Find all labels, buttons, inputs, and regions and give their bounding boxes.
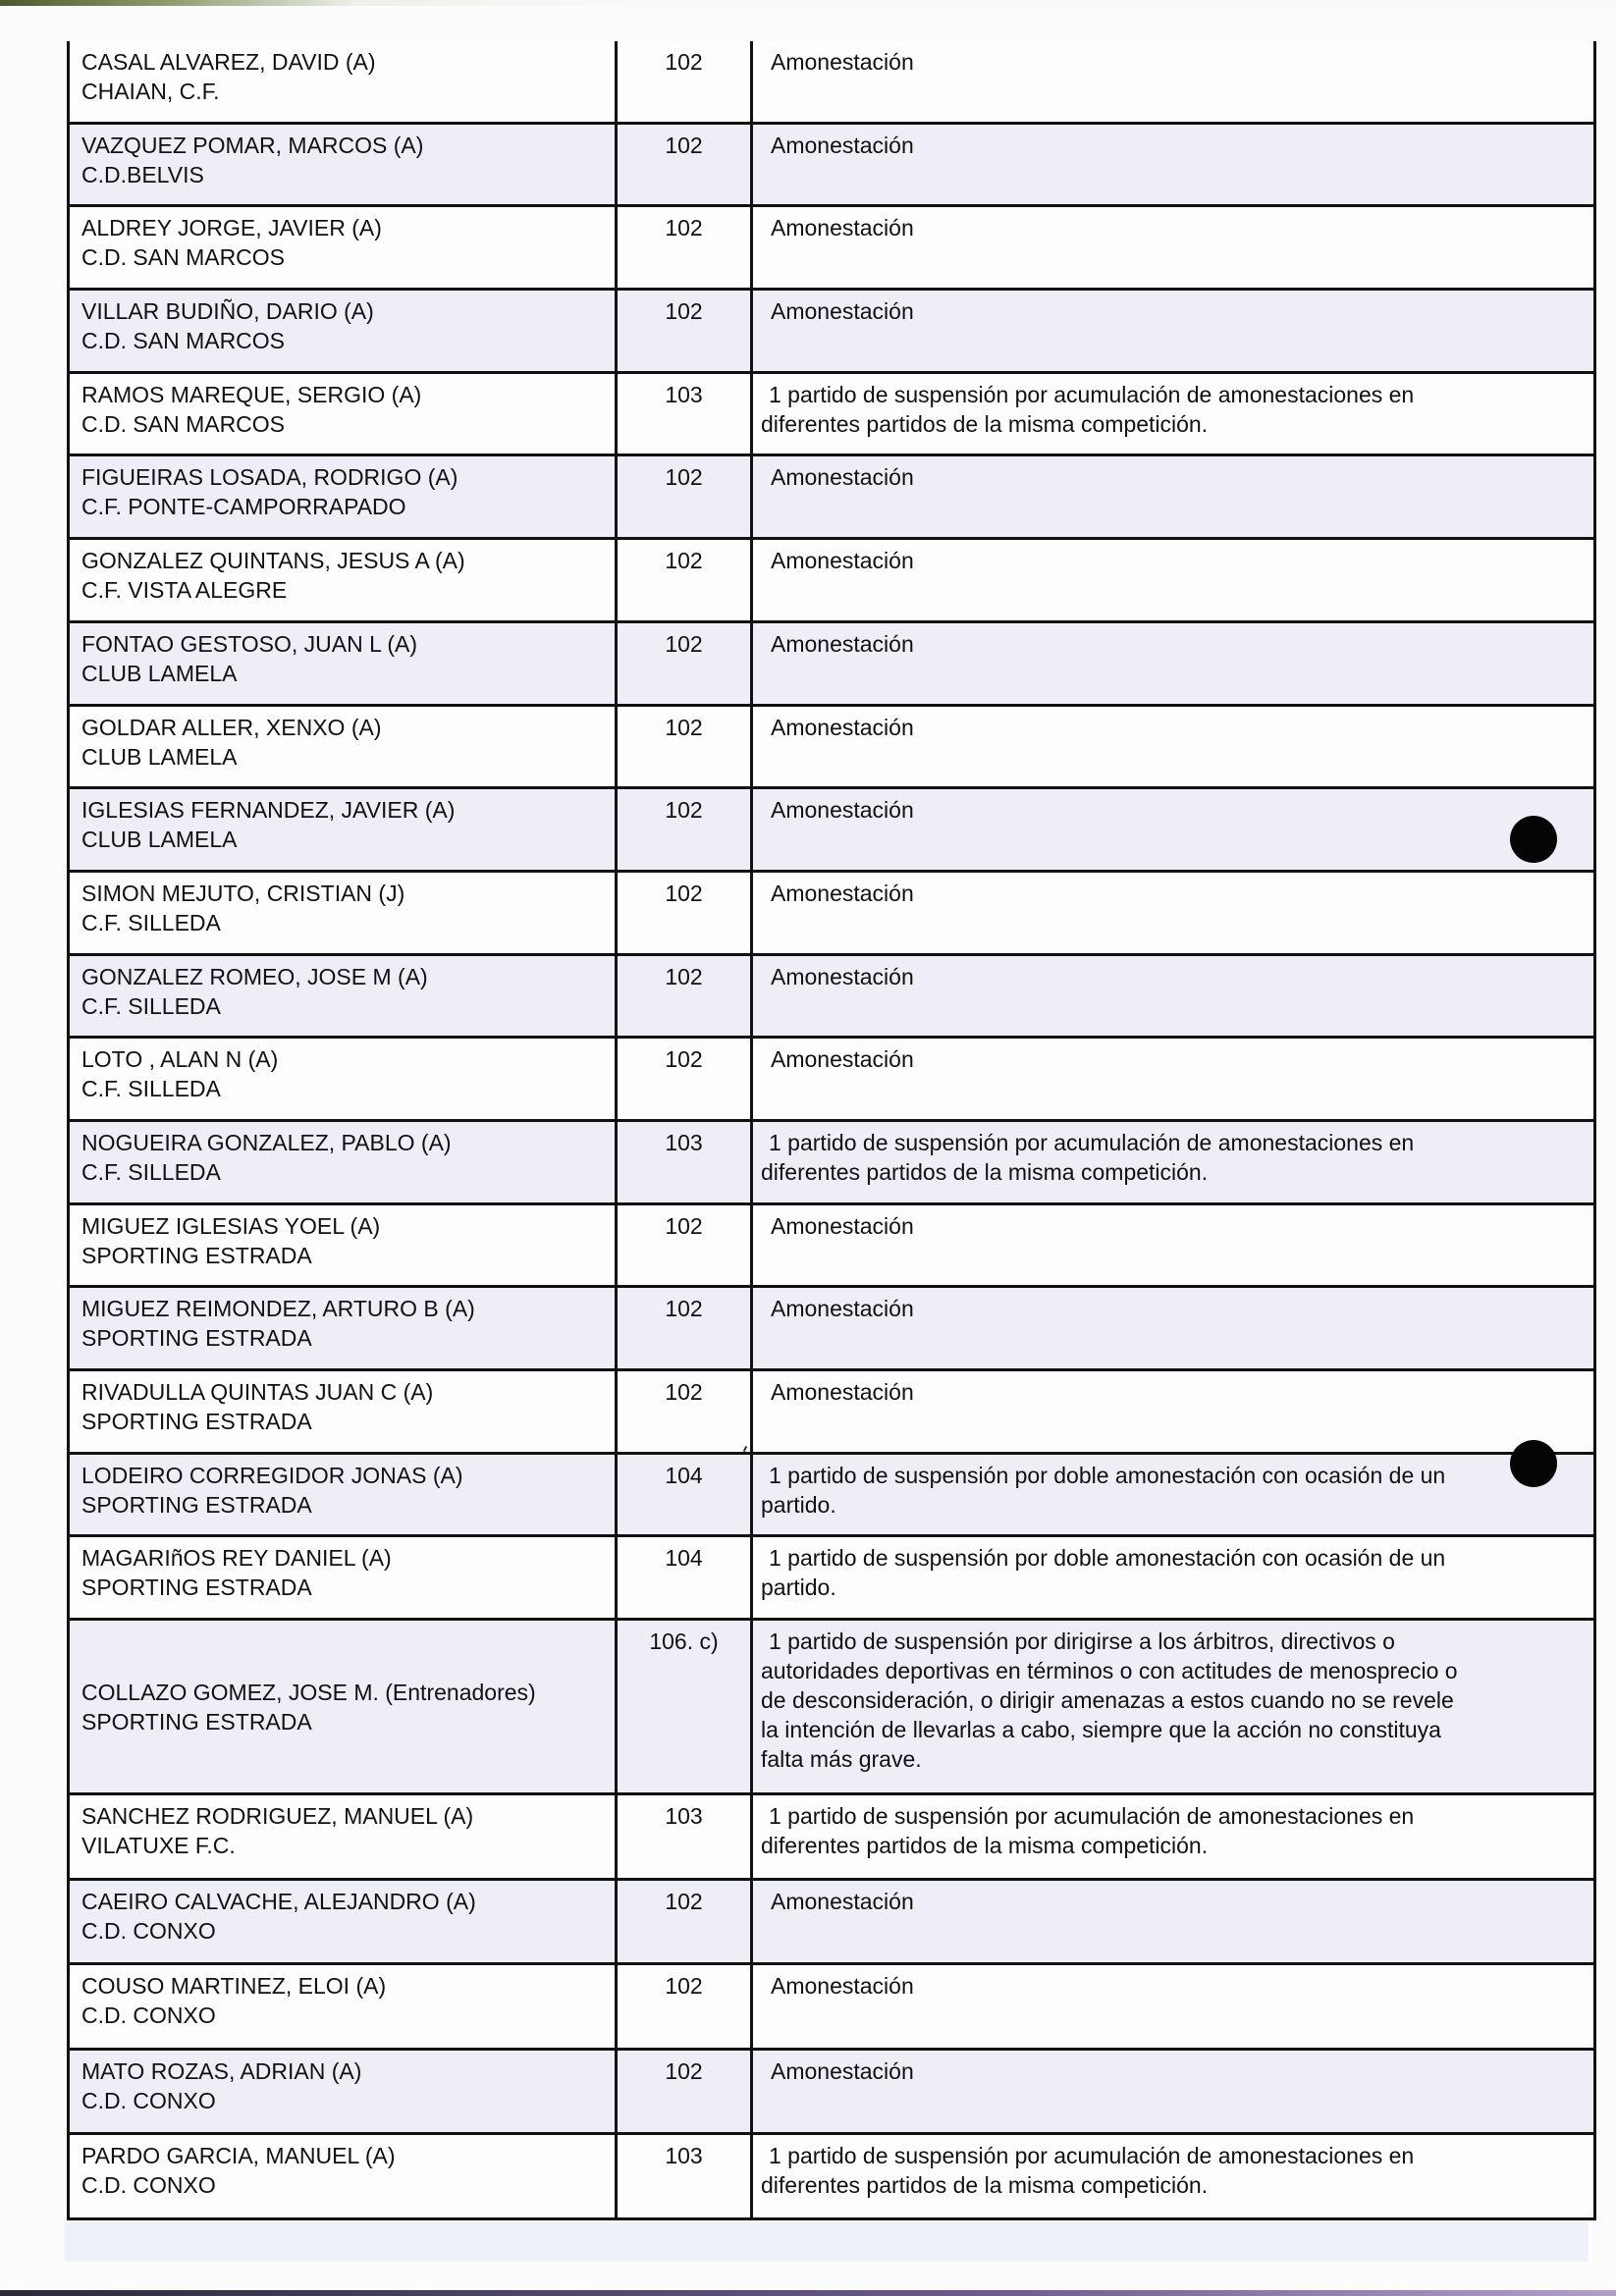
player-club-cell [70, 456, 618, 537]
sanction-line: diferentes partidos de la misma competición. [761, 1158, 1209, 1185]
article-number: 103 [618, 374, 753, 454]
sanction-text: Amonestación [771, 1379, 914, 1405]
sanction-text: Amonestación [771, 298, 914, 325]
player-name: LOTO , ALAN N (A) [81, 1046, 279, 1073]
player-club-cell [70, 291, 618, 371]
sanction-text: Amonestación [771, 215, 914, 241]
article-number: 102 [618, 1965, 753, 2048]
player-club-cell [70, 1371, 618, 1452]
table-row [70, 1288, 1593, 1371]
sanction-text: Amonestación [771, 797, 914, 824]
player-name: RIVADULLA QUINTAS JUAN C (A) [81, 1379, 434, 1405]
sanction-text [753, 1122, 1593, 1202]
player-name: GONZALEZ QUINTANS, JESUS A (A) [81, 548, 465, 574]
sanction-line: 1 partido de suspensión por acumulación de amonestaciones en [769, 381, 1415, 407]
player-name: GONZALEZ ROMEO, JOSE M (A) [81, 963, 428, 989]
player-club-cell [70, 956, 618, 1037]
table-row [70, 1455, 1593, 1538]
club-name: CLUB LAMELA [81, 743, 238, 770]
sanction-line: 1 partido de suspensión por acumulación de amonestaciones en [769, 2143, 1415, 2169]
sanction-line: partido. [761, 1491, 836, 1518]
article-number: 102 [618, 623, 753, 704]
player-club-cell [70, 1537, 618, 1618]
club-name: CLUB LAMELA [81, 827, 238, 853]
table-row [70, 456, 1593, 540]
player-club-cell [70, 374, 618, 454]
player-name: MIGUEZ IGLESIAS YOEL (A) [81, 1212, 381, 1239]
club-name: SPORTING ESTRADA [81, 1242, 312, 1268]
punch-hole-mark [1510, 1440, 1557, 1487]
table-row [70, 1122, 1593, 1205]
sanction-line: 1 partido de suspensión por dirigirse a los árbitros, directivos o [769, 1629, 1395, 1655]
sanction-text: Amonestación [771, 132, 914, 158]
player-club-cell [70, 1881, 618, 1963]
sanction-text: Amonestación [771, 1973, 914, 2000]
player-name: NOGUEIRA GONZALEZ, PABLO (A) [81, 1129, 452, 1155]
player-name: PARDO GARCIA, MANUEL (A) [81, 2143, 396, 2169]
player-club-cell [70, 1965, 618, 2048]
player-club-cell [70, 707, 618, 787]
sanction-line: 1 partido de suspensión por acumulación de amonestaciones en [769, 1129, 1415, 1155]
article-number: 102 [618, 789, 753, 870]
sanction-text: Amonestación [771, 963, 914, 989]
table-row [70, 374, 1593, 457]
sanction-text [753, 1537, 1593, 1618]
sanction-text: Amonestación [771, 49, 914, 75]
table-row [70, 1795, 1593, 1881]
player-club-cell [70, 2051, 618, 2133]
club-name: SPORTING ESTRADA [81, 1409, 312, 1434]
sanction-line: falta más grave. [761, 1746, 922, 1773]
club-name: VILATUXE F.C. [81, 1833, 236, 1859]
sanction-text: Amonestación [771, 464, 914, 491]
player-club-cell [70, 1288, 618, 1368]
table-row [70, 207, 1593, 291]
club-name: SPORTING ESTRADA [81, 1708, 312, 1735]
sanction-text: Amonestación [771, 880, 914, 906]
player-club-cell [70, 873, 618, 953]
scan-edge-top [0, 0, 1616, 6]
table-row [70, 873, 1593, 956]
article-number: 103 [618, 1122, 753, 1202]
table-row [70, 789, 1593, 873]
player-name: MAGARIñOS REY DANIEL (A) [81, 1545, 392, 1572]
punch-hole-mark [1510, 816, 1557, 863]
table-row [70, 707, 1593, 790]
table-row [70, 623, 1593, 707]
player-name: MIGUEZ REIMONDEZ, ARTURO B (A) [81, 1296, 475, 1322]
player-club-cell [70, 1039, 618, 1119]
article-number: 104 [618, 1537, 753, 1618]
table-row [70, 1039, 1593, 1122]
article-number: 102 [618, 41, 753, 122]
player-club-cell [70, 1795, 618, 1878]
club-name: CLUB LAMELA [81, 660, 238, 686]
sanction-line: 1 partido de suspensión por acumulación de amonestaciones en [769, 1803, 1415, 1830]
sanction-text [753, 2135, 1593, 2217]
player-name: COUSO MARTINEZ, ELOI (A) [81, 1973, 387, 2000]
sanction-line: diferentes partidos de la misma competición. [761, 1833, 1209, 1859]
sanction-line: autoridades deportivas en términos o con actitudes de menosprecio o [761, 1658, 1458, 1684]
club-name: C.D. CONXO [81, 1917, 216, 1944]
table-row [70, 1537, 1593, 1621]
club-name: C.F. SILLEDA [81, 1076, 221, 1102]
article-number: 102 [618, 1205, 753, 1286]
table-row [70, 2051, 1593, 2136]
sanction-text [753, 374, 1593, 454]
player-club-cell [70, 789, 618, 870]
table-row [70, 41, 1593, 125]
player-name: VAZQUEZ POMAR, MARCOS (A) [81, 132, 424, 158]
club-name: SPORTING ESTRADA [81, 1491, 312, 1518]
table-row [70, 1205, 1593, 1289]
club-name: C.D. SAN MARCOS [81, 328, 286, 354]
club-name: C.D.BELVIS [81, 161, 204, 187]
club-name: C.F. SILLEDA [81, 1158, 221, 1185]
player-club-cell [70, 41, 618, 122]
table-row [70, 1621, 1593, 1795]
table-row [70, 2135, 1593, 2220]
player-name: IGLESIAS FERNANDEZ, JAVIER (A) [81, 797, 456, 824]
player-club-cell [70, 125, 618, 205]
player-club-cell [70, 1455, 618, 1535]
sanction-text [753, 1455, 1593, 1535]
sanctions-table [67, 41, 1596, 2220]
article-number: 103 [618, 2135, 753, 2217]
article-number: 102 [618, 956, 753, 1037]
scan-edge-bottom [0, 2290, 1616, 2296]
club-name: C.F. VISTA ALEGRE [81, 577, 288, 604]
player-club-cell [70, 207, 618, 288]
player-name: VILLAR BUDIÑO, DARIO (A) [81, 298, 374, 325]
article-number: 102 [618, 125, 753, 205]
player-name: GOLDAR ALLER, XENXO (A) [81, 714, 382, 740]
article-number: 102 [618, 291, 753, 371]
sanction-line: 1 partido de suspensión por doble amonestación con ocasión de un [769, 1462, 1446, 1488]
sanction-text: Amonestación [771, 714, 914, 740]
sanction-line: la intención de llevarlas a cabo, siempre que la acción no constituya [761, 1717, 1441, 1743]
club-name: C.D. CONXO [81, 2172, 216, 2199]
sanction-text: Amonestación [771, 630, 914, 657]
player-name: CASAL ALVAREZ, DAVID (A) [81, 49, 376, 75]
club-name: C.D. SAN MARCOS [81, 410, 286, 437]
table-row [70, 1371, 1593, 1455]
sanction-text: Amonestación [771, 1212, 914, 1239]
table-row [70, 291, 1593, 374]
sanction-text: Amonestación [771, 2057, 914, 2084]
player-name: ALDREY JORGE, JAVIER (A) [81, 215, 382, 241]
article-number: 102 [618, 873, 753, 953]
player-club-cell [70, 1122, 618, 1202]
sanction-text: Amonestación [771, 548, 914, 574]
sanction-line: de desconsideración, o dirigir amenazas a estos cuando no se revele [761, 1687, 1454, 1714]
player-club-cell [70, 1621, 618, 1792]
table-row [70, 956, 1593, 1040]
article-number: 106. c) [618, 1621, 753, 1792]
article-number: 102 [618, 1881, 753, 1963]
sanction-line: partido. [761, 1575, 836, 1601]
player-name: SIMON MEJUTO, CRISTIAN (J) [81, 880, 405, 906]
club-name: C.F. SILLEDA [81, 909, 221, 935]
table-row [70, 540, 1593, 623]
player-name: LODEIRO CORREGIDOR JONAS (A) [81, 1462, 463, 1488]
article-number: 103 [618, 1795, 753, 1878]
table-row [70, 125, 1593, 208]
table-row [70, 1965, 1593, 2051]
player-name: MATO ROZAS, ADRIAN (A) [81, 2057, 362, 2084]
player-club-cell [70, 2135, 618, 2217]
player-name: FONTAO GESTOSO, JUAN L (A) [81, 630, 418, 657]
table-row [70, 1881, 1593, 1966]
article-number: 104 [618, 1455, 753, 1535]
player-club-cell [70, 1205, 618, 1286]
article-number: 102 [618, 456, 753, 537]
scan-tint-band [65, 2222, 1589, 2262]
sanction-text: Amonestación [771, 1046, 914, 1073]
player-name: RAMOS MAREQUE, SERGIO (A) [81, 381, 422, 407]
club-name: C.D. SAN MARCOS [81, 244, 286, 271]
article-number: 102 [618, 207, 753, 288]
sanction-line: diferentes partidos de la misma competición. [761, 410, 1209, 437]
club-name: SPORTING ESTRADA [81, 1325, 312, 1352]
article-number: 102 [618, 707, 753, 787]
article-number: 102 [618, 1288, 753, 1368]
club-name: C.F. SILLEDA [81, 992, 221, 1019]
sanction-line: 1 partido de suspensión por doble amonestación con ocasión de un [769, 1545, 1446, 1572]
player-club-cell [70, 540, 618, 620]
player-name: SANCHEZ RODRIGUEZ, MANUEL (A) [81, 1803, 474, 1830]
sanction-text: Amonestación [771, 1296, 914, 1322]
sanction-text [753, 1795, 1593, 1878]
article-number: 102 [618, 1371, 753, 1452]
club-name: CHAIAN, C.F. [81, 79, 220, 104]
sanction-line: diferentes partidos de la misma competición. [761, 2172, 1209, 2199]
club-name: C.D. CONXO [81, 2087, 216, 2113]
sanction-text [753, 1621, 1593, 1792]
sanction-text: Amonestación [771, 1888, 914, 1914]
player-name: COLLAZO GOMEZ, JOSE M. (Entrenadores) [81, 1679, 536, 1705]
club-name: C.F. PONTE-CAMPORRAPADO [81, 494, 406, 520]
club-name: SPORTING ESTRADA [81, 1575, 312, 1601]
article-number: 102 [618, 1039, 753, 1119]
article-number: 102 [618, 2051, 753, 2133]
player-name: CAEIRO CALVACHE, ALEJANDRO (A) [81, 1888, 476, 1914]
player-club-cell [70, 623, 618, 704]
article-number: 102 [618, 540, 753, 620]
club-name: C.D. CONXO [81, 2002, 216, 2029]
player-name: FIGUEIRAS LOSADA, RODRIGO (A) [81, 464, 458, 491]
